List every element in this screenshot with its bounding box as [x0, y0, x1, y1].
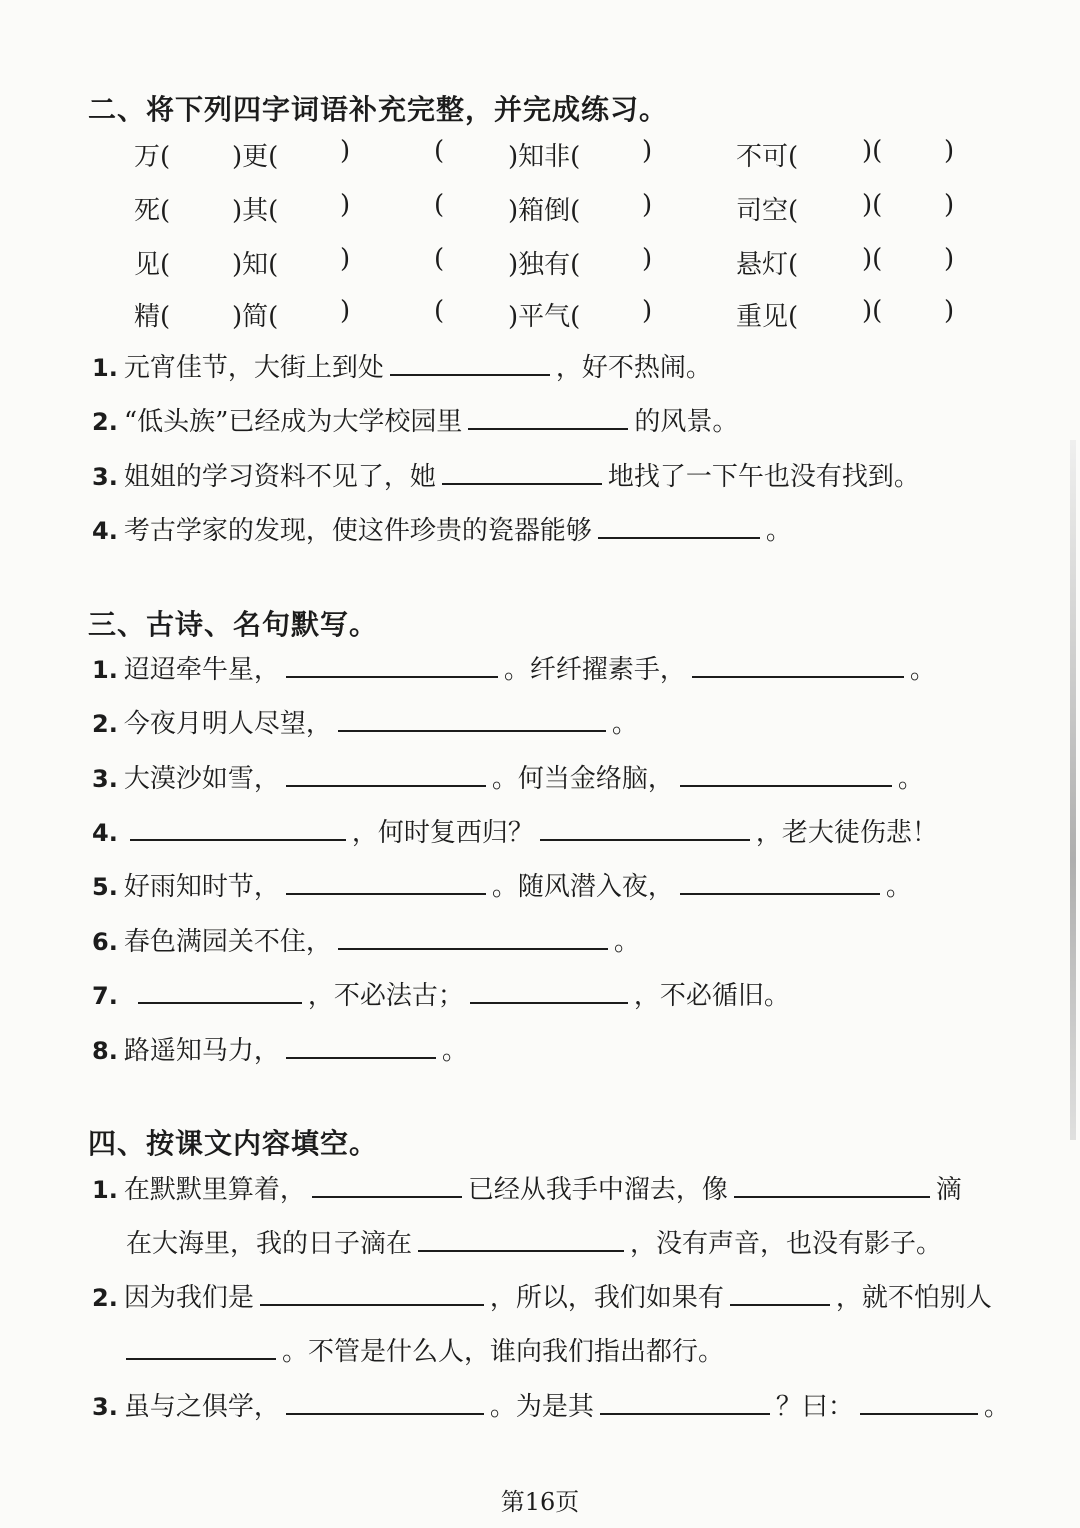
question-text: 好雨知时节，: [123, 872, 280, 902]
answer-blank[interactable]: [286, 1391, 484, 1415]
question-text: 。随风潜入夜，: [491, 872, 674, 902]
page-number: 第16页: [500, 1488, 580, 1516]
idiom-row-3: [0, 244, 1080, 284]
idiom-fragment: ): [340, 190, 351, 220]
s3-item-5: [92, 867, 912, 907]
idiom-fragment: )(: [862, 244, 883, 274]
answer-blank[interactable]: [734, 1174, 930, 1198]
answer-blank[interactable]: [286, 871, 486, 895]
question-text: ，就不怕别人: [835, 1283, 992, 1313]
section-3-title: 三、古诗、名句默写。: [88, 608, 379, 641]
idiom-fragment: (: [434, 244, 445, 274]
s3-item-4: [92, 813, 938, 853]
idiom-fragment: ): [944, 136, 955, 166]
question-text: ，老大徒伤悲！: [755, 818, 938, 848]
idiom-row-4: [0, 296, 1080, 336]
question-text: 的风景。: [634, 407, 739, 437]
idiom-fragment: )(: [862, 296, 883, 326]
s2-question-1: [92, 348, 712, 388]
s3-item-6: [92, 922, 640, 962]
question-number: 5.: [92, 873, 118, 901]
answer-blank[interactable]: [470, 980, 628, 1004]
question-text: 。: [611, 709, 638, 739]
idiom-fragment: 悬灯(: [736, 250, 799, 280]
idiom-fragment: )其(: [232, 196, 279, 226]
answer-blank[interactable]: [468, 406, 628, 430]
question-text: ，所以，我们如果有: [489, 1283, 724, 1313]
idiom-fragment: ): [944, 296, 955, 326]
question-text: ，不必循旧。: [633, 981, 790, 1011]
idiom-fragment: (: [434, 136, 445, 166]
idiom-fragment: )知非(: [508, 142, 581, 172]
answer-blank[interactable]: [600, 1391, 770, 1415]
question-number: 3.: [92, 1393, 118, 1421]
s4-question-2-line-2: [126, 1332, 724, 1372]
idiom-row-1: [0, 136, 1080, 176]
question-number: 3.: [92, 765, 118, 793]
question-number: 1.: [92, 1176, 118, 1204]
s4-question-3: [92, 1387, 1010, 1427]
idiom-fragment: ): [642, 136, 653, 166]
question-text: 。何当金络脑，: [491, 764, 674, 794]
idiom-fragment: )(: [862, 136, 883, 166]
idiom-fragment: 不可(: [736, 142, 799, 172]
s2-question-4: [92, 511, 792, 551]
question-text: ，没有声音，也没有影子。: [630, 1229, 943, 1259]
question-number: 1.: [92, 354, 118, 382]
idiom-fragment: )知(: [232, 250, 279, 280]
idiom-fragment: ): [642, 296, 653, 326]
question-number: 6.: [92, 928, 118, 956]
idiom-fragment: ): [340, 296, 351, 326]
s3-item-1: [92, 650, 936, 690]
s3-item-2: [92, 704, 638, 744]
s4-question-2-line-1: [92, 1278, 992, 1318]
answer-blank[interactable]: [442, 461, 602, 485]
question-text: 大漠沙如雪，: [123, 764, 280, 794]
question-number: 2.: [92, 1284, 118, 1312]
question-number: 1.: [92, 656, 118, 684]
question-text: 。: [897, 764, 924, 794]
question-text: ，何时复西归？: [351, 818, 534, 848]
idiom-fragment: ): [642, 190, 653, 220]
question-text: 因为我们是: [123, 1283, 254, 1313]
idiom-fragment: (: [434, 190, 445, 220]
idiom-fragment: )(: [862, 190, 883, 220]
idiom-fragment: ): [340, 244, 351, 274]
question-text: ，好不热闹。: [555, 353, 712, 383]
answer-blank[interactable]: [286, 763, 486, 787]
answer-blank[interactable]: [286, 654, 498, 678]
idiom-fragment: )独有(: [508, 250, 581, 280]
section-4-title: 四、按课文内容填空。: [88, 1127, 379, 1160]
question-text: 。为是其: [489, 1392, 594, 1422]
question-number: 4.: [92, 819, 118, 847]
question-text: 。: [765, 516, 792, 546]
idiom-fragment: ): [944, 244, 955, 274]
s2-question-3: [92, 457, 920, 497]
idiom-fragment: ): [944, 190, 955, 220]
question-number: 4.: [92, 517, 118, 545]
s2-question-2: [92, 402, 738, 442]
idiom-fragment: )更(: [232, 142, 279, 172]
question-text: 。: [909, 655, 936, 685]
question-text: 。: [983, 1392, 1010, 1422]
question-text: “低头族”已经成为大学校园里: [123, 407, 463, 437]
idiom-fragment: )箱倒(: [508, 196, 581, 226]
answer-blank[interactable]: [680, 871, 880, 895]
question-text: 姐姐的学习资料不见了，她: [123, 462, 436, 492]
question-text: 在默默里算着，: [123, 1175, 306, 1205]
question-text: 今夜月明人尽望，: [123, 709, 332, 739]
question-text: 考古学家的发现，使这件珍贵的瓷器能够: [123, 516, 592, 546]
question-text: 。: [885, 872, 912, 902]
question-text: ？曰：: [775, 1392, 854, 1422]
question-text: 元宵佳节，大街上到处: [123, 353, 384, 383]
question-text: 在大海里，我的日子滴在: [126, 1229, 413, 1259]
question-number: 2.: [92, 408, 118, 436]
s3-item-8: [92, 1031, 468, 1071]
answer-blank[interactable]: [312, 1174, 462, 1198]
question-text: 滴: [935, 1175, 962, 1205]
s4-question-1-line-2: [126, 1224, 942, 1264]
idiom-fragment: ): [642, 244, 653, 274]
idiom-fragment: 见(: [134, 250, 171, 280]
question-text: 路遥知马力，: [123, 1036, 280, 1066]
question-text: 。: [613, 927, 640, 957]
answer-blank[interactable]: [680, 763, 892, 787]
section-2-title: 二、将下列四字词语补充完整，并完成练习。: [88, 93, 669, 126]
answer-blank[interactable]: [338, 926, 608, 950]
question-text: 地找了一下午也没有找到。: [607, 462, 920, 492]
answer-blank[interactable]: [598, 515, 760, 539]
answer-blank[interactable]: [260, 1282, 484, 1306]
idiom-fragment: 死(: [134, 196, 171, 226]
answer-blank[interactable]: [130, 817, 346, 841]
idiom-fragment: ): [340, 136, 351, 166]
answer-blank[interactable]: [540, 817, 750, 841]
question-number: 2.: [92, 710, 118, 738]
answer-blank[interactable]: [692, 654, 904, 678]
answer-blank[interactable]: [730, 1282, 830, 1306]
answer-blank[interactable]: [286, 1035, 436, 1059]
question-text: 迢迢牵牛星，: [123, 655, 280, 685]
answer-blank[interactable]: [338, 708, 606, 732]
question-text: 。: [441, 1036, 468, 1066]
question-number: 3.: [92, 463, 118, 491]
idiom-fragment: )简(: [232, 302, 279, 332]
question-text: ，不必法古；: [307, 981, 464, 1011]
idiom-fragment: (: [434, 296, 445, 326]
idiom-fragment: 精(: [134, 302, 171, 332]
question-text: 。不管是什么人，谁向我们指出都行。: [282, 1337, 725, 1367]
answer-blank[interactable]: [126, 1336, 276, 1360]
s3-item-3: [92, 759, 924, 799]
idiom-fragment: 重见(: [736, 302, 799, 332]
question-number: 8.: [92, 1037, 118, 1065]
question-text: 已经从我手中溜去，像: [467, 1175, 728, 1205]
answer-blank[interactable]: [390, 352, 550, 376]
answer-blank[interactable]: [138, 980, 302, 1004]
question-text: 。纤纤擢素手，: [503, 655, 686, 685]
idiom-row-2: [0, 190, 1080, 230]
question-text: 虽与之俱学，: [123, 1392, 280, 1422]
question-number: 7.: [92, 982, 118, 1010]
idiom-fragment: 司空(: [736, 196, 799, 226]
scan-edge-shadow: [1070, 440, 1076, 1140]
idiom-fragment: 万(: [134, 142, 171, 172]
answer-blank[interactable]: [860, 1391, 978, 1415]
answer-blank[interactable]: [418, 1228, 624, 1252]
s4-question-1-line-1: [92, 1170, 962, 1210]
idiom-fragment: )平气(: [508, 302, 581, 332]
question-text: 春色满园关不住，: [123, 927, 332, 957]
s3-item-7: [92, 976, 790, 1016]
